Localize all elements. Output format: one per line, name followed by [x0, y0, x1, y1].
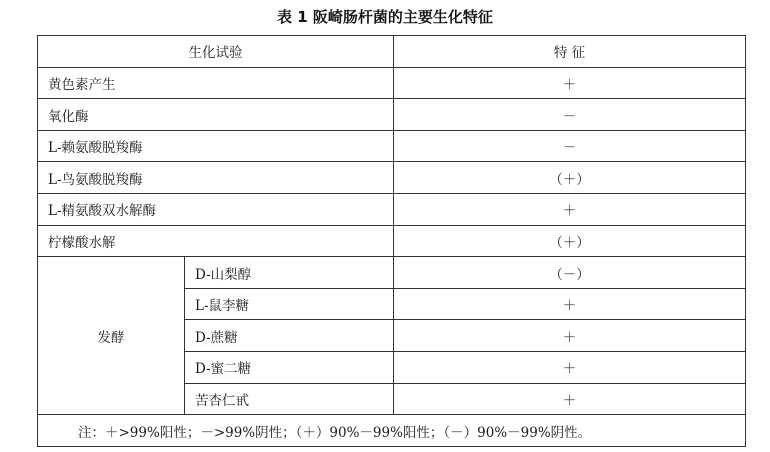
table-row — [38, 130, 746, 162]
header-result: 特 征 — [394, 36, 746, 68]
fermentation-item-value: ＋ — [394, 320, 746, 352]
row-name: 柠檬酸水解 — [38, 225, 394, 257]
row-value: ＋ — [394, 194, 746, 226]
row-name: 黄色素产生 — [38, 67, 394, 99]
table-row — [38, 67, 746, 99]
biochemical-table — [37, 35, 746, 447]
table-row — [38, 162, 746, 194]
fermentation-item-value: ＋ — [394, 288, 746, 320]
row-value: － — [394, 130, 746, 162]
row-value: ＋ — [394, 67, 746, 99]
fermentation-item-name: 苦杏仁甙 — [185, 383, 394, 415]
fermentation-item-name: D-山梨醇 — [185, 257, 394, 289]
row-value: （＋） — [394, 225, 746, 257]
fermentation-item-name: D-蔗糖 — [185, 320, 394, 352]
table-row — [38, 194, 746, 226]
fermentation-item-value: （－） — [394, 257, 746, 289]
row-name: L-赖氨酸脱羧酶 — [38, 130, 394, 162]
table-row — [38, 99, 746, 131]
row-name: 氧化酶 — [38, 99, 394, 131]
fermentation-item-name: L-鼠李糖 — [185, 288, 394, 320]
row-name: L-鸟氨酸脱羧酶 — [38, 162, 394, 194]
table-note: 注：＋>99%阳性；－>99%阴性；（＋）90%－99%阳性；（－）90%－99%阴性。 — [38, 415, 746, 447]
fermentation-group-label: 发酵 — [38, 257, 185, 415]
table-note-row — [38, 415, 746, 447]
header-test: 生化试验 — [38, 36, 394, 68]
table-title: 表 1 阪崎肠杆菌的主要生化特征 — [277, 8, 493, 26]
table-row — [38, 225, 746, 257]
fermentation-item-value: ＋ — [394, 383, 746, 415]
row-value: （＋） — [394, 162, 746, 194]
fermentation-item-name: D-蜜二糖 — [185, 352, 394, 384]
fermentation-item-value: ＋ — [394, 352, 746, 384]
table-row — [38, 257, 746, 289]
row-name: L-精氨酸双水解酶 — [38, 194, 394, 226]
row-value: － — [394, 99, 746, 131]
table-header-row — [38, 36, 746, 68]
